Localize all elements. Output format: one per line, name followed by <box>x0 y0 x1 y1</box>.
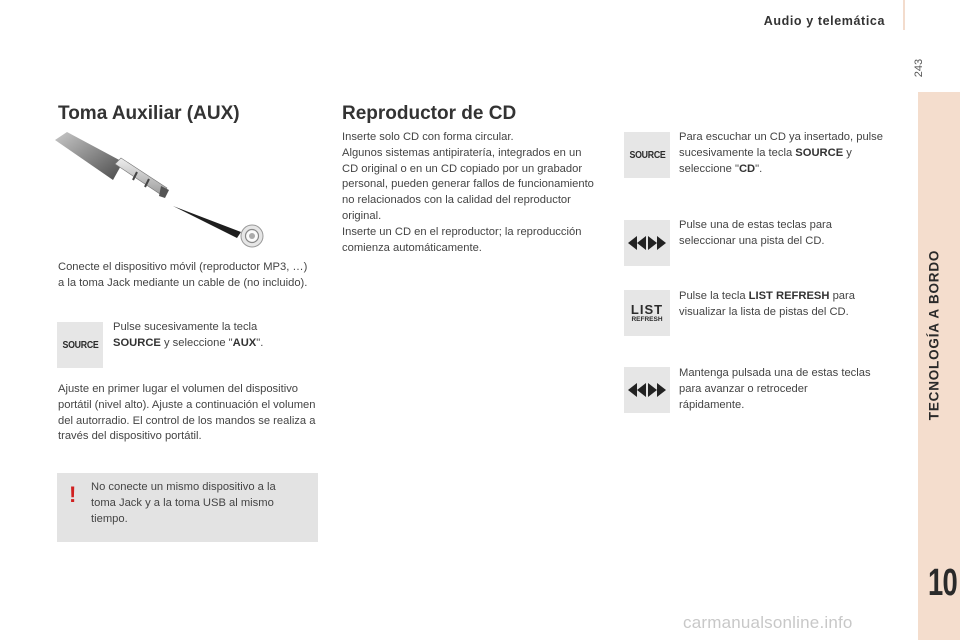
aux-press-key: SOURCE <box>113 336 161 349</box>
aux-press-prefix: Pulse sucesivamente la tecla <box>113 321 258 333</box>
aux-press-value: AUX <box>232 336 257 349</box>
prev-next-keys-icon <box>624 367 670 413</box>
list-refresh-key: LIST REFRESH <box>748 290 830 302</box>
watermark: carmanualsonline.info <box>683 613 853 632</box>
chapter-number: 10 <box>928 562 958 604</box>
list-key-label: LIST <box>630 301 664 317</box>
list-refresh-prefix: Pulse la tecla <box>679 290 749 302</box>
cd-source-mid: y seleccione " <box>679 146 852 175</box>
seek-arrows-icon <box>627 382 667 398</box>
chapter-tab-label: TECNOLOGÍA A BORDO <box>926 249 942 421</box>
list-refresh-key-icon <box>624 290 670 336</box>
source-key-icon <box>624 132 670 178</box>
list-refresh-end: para visualizar la lista de pistas del CD. <box>679 290 855 318</box>
refresh-key-label: REFRESH <box>631 315 663 323</box>
seek-arrows-icon <box>627 235 667 251</box>
aux-connect-text: Conecte el dispositivo móvil (reproductor MP3, …) a la toma Jack mediante un cable de (no incluido). <box>58 261 308 289</box>
cd-source-end: ". <box>755 162 763 175</box>
aux-heading: Toma Auxiliar (AUX) <box>58 103 240 124</box>
warning-icon: ! <box>69 482 77 507</box>
track-select-text: Pulse una de estas teclas para seleccionar una pista del CD. <box>679 219 832 247</box>
source-key-label: SOURCE <box>628 149 666 161</box>
warning-text: No conecte un mismo dispositivo a la toma Jack y a la toma USB al mismo tiempo. <box>91 481 276 525</box>
cd-source-prefix: Para escuchar un CD ya insertado, pulse sucesivamente la tecla <box>679 131 883 159</box>
chapter-tab-label-wrap <box>924 120 944 550</box>
list-refresh-text <box>679 289 879 321</box>
aux-press-end: ". <box>256 336 264 349</box>
prev-next-keys-icon <box>624 220 670 266</box>
page-header-title: Audio y telemática <box>763 14 885 28</box>
cd-source-text <box>679 130 884 177</box>
jack-plug-illustration <box>55 128 275 250</box>
source-key-label: SOURCE <box>61 339 99 351</box>
cd-heading: Reproductor de CD <box>342 103 517 124</box>
cd-body-text: Inserte solo CD con forma circular. Algunos sistemas antipiratería, integrados en un CD original o en un CD copiado por un grabador personal, pueden generar fallos de funcionamiento no relacionados con la calidad del reproductor original. Inserte un CD en el reproductor; la reproducción comienza automáticamente. <box>342 131 594 254</box>
aux-press-mid: y seleccione " <box>160 336 233 349</box>
page-number: 243 <box>913 58 925 78</box>
cd-source-key: SOURCE <box>795 146 844 159</box>
fast-seek-text: Mantenga pulsada una de estas teclas para avanzar o retroceder rápidamente. <box>679 367 871 411</box>
aux-adjust-text: Ajuste en primer lugar el volumen del dispositivo portátil (nivel alto). Ajuste a continuación el volumen del autorradio. El control de los mandos se realiza a través del dispositivo portátil. <box>58 383 316 443</box>
source-key-icon <box>57 322 103 368</box>
aux-press-text <box>113 320 313 352</box>
cd-source-value: CD <box>738 162 756 175</box>
header-divider <box>903 0 905 30</box>
